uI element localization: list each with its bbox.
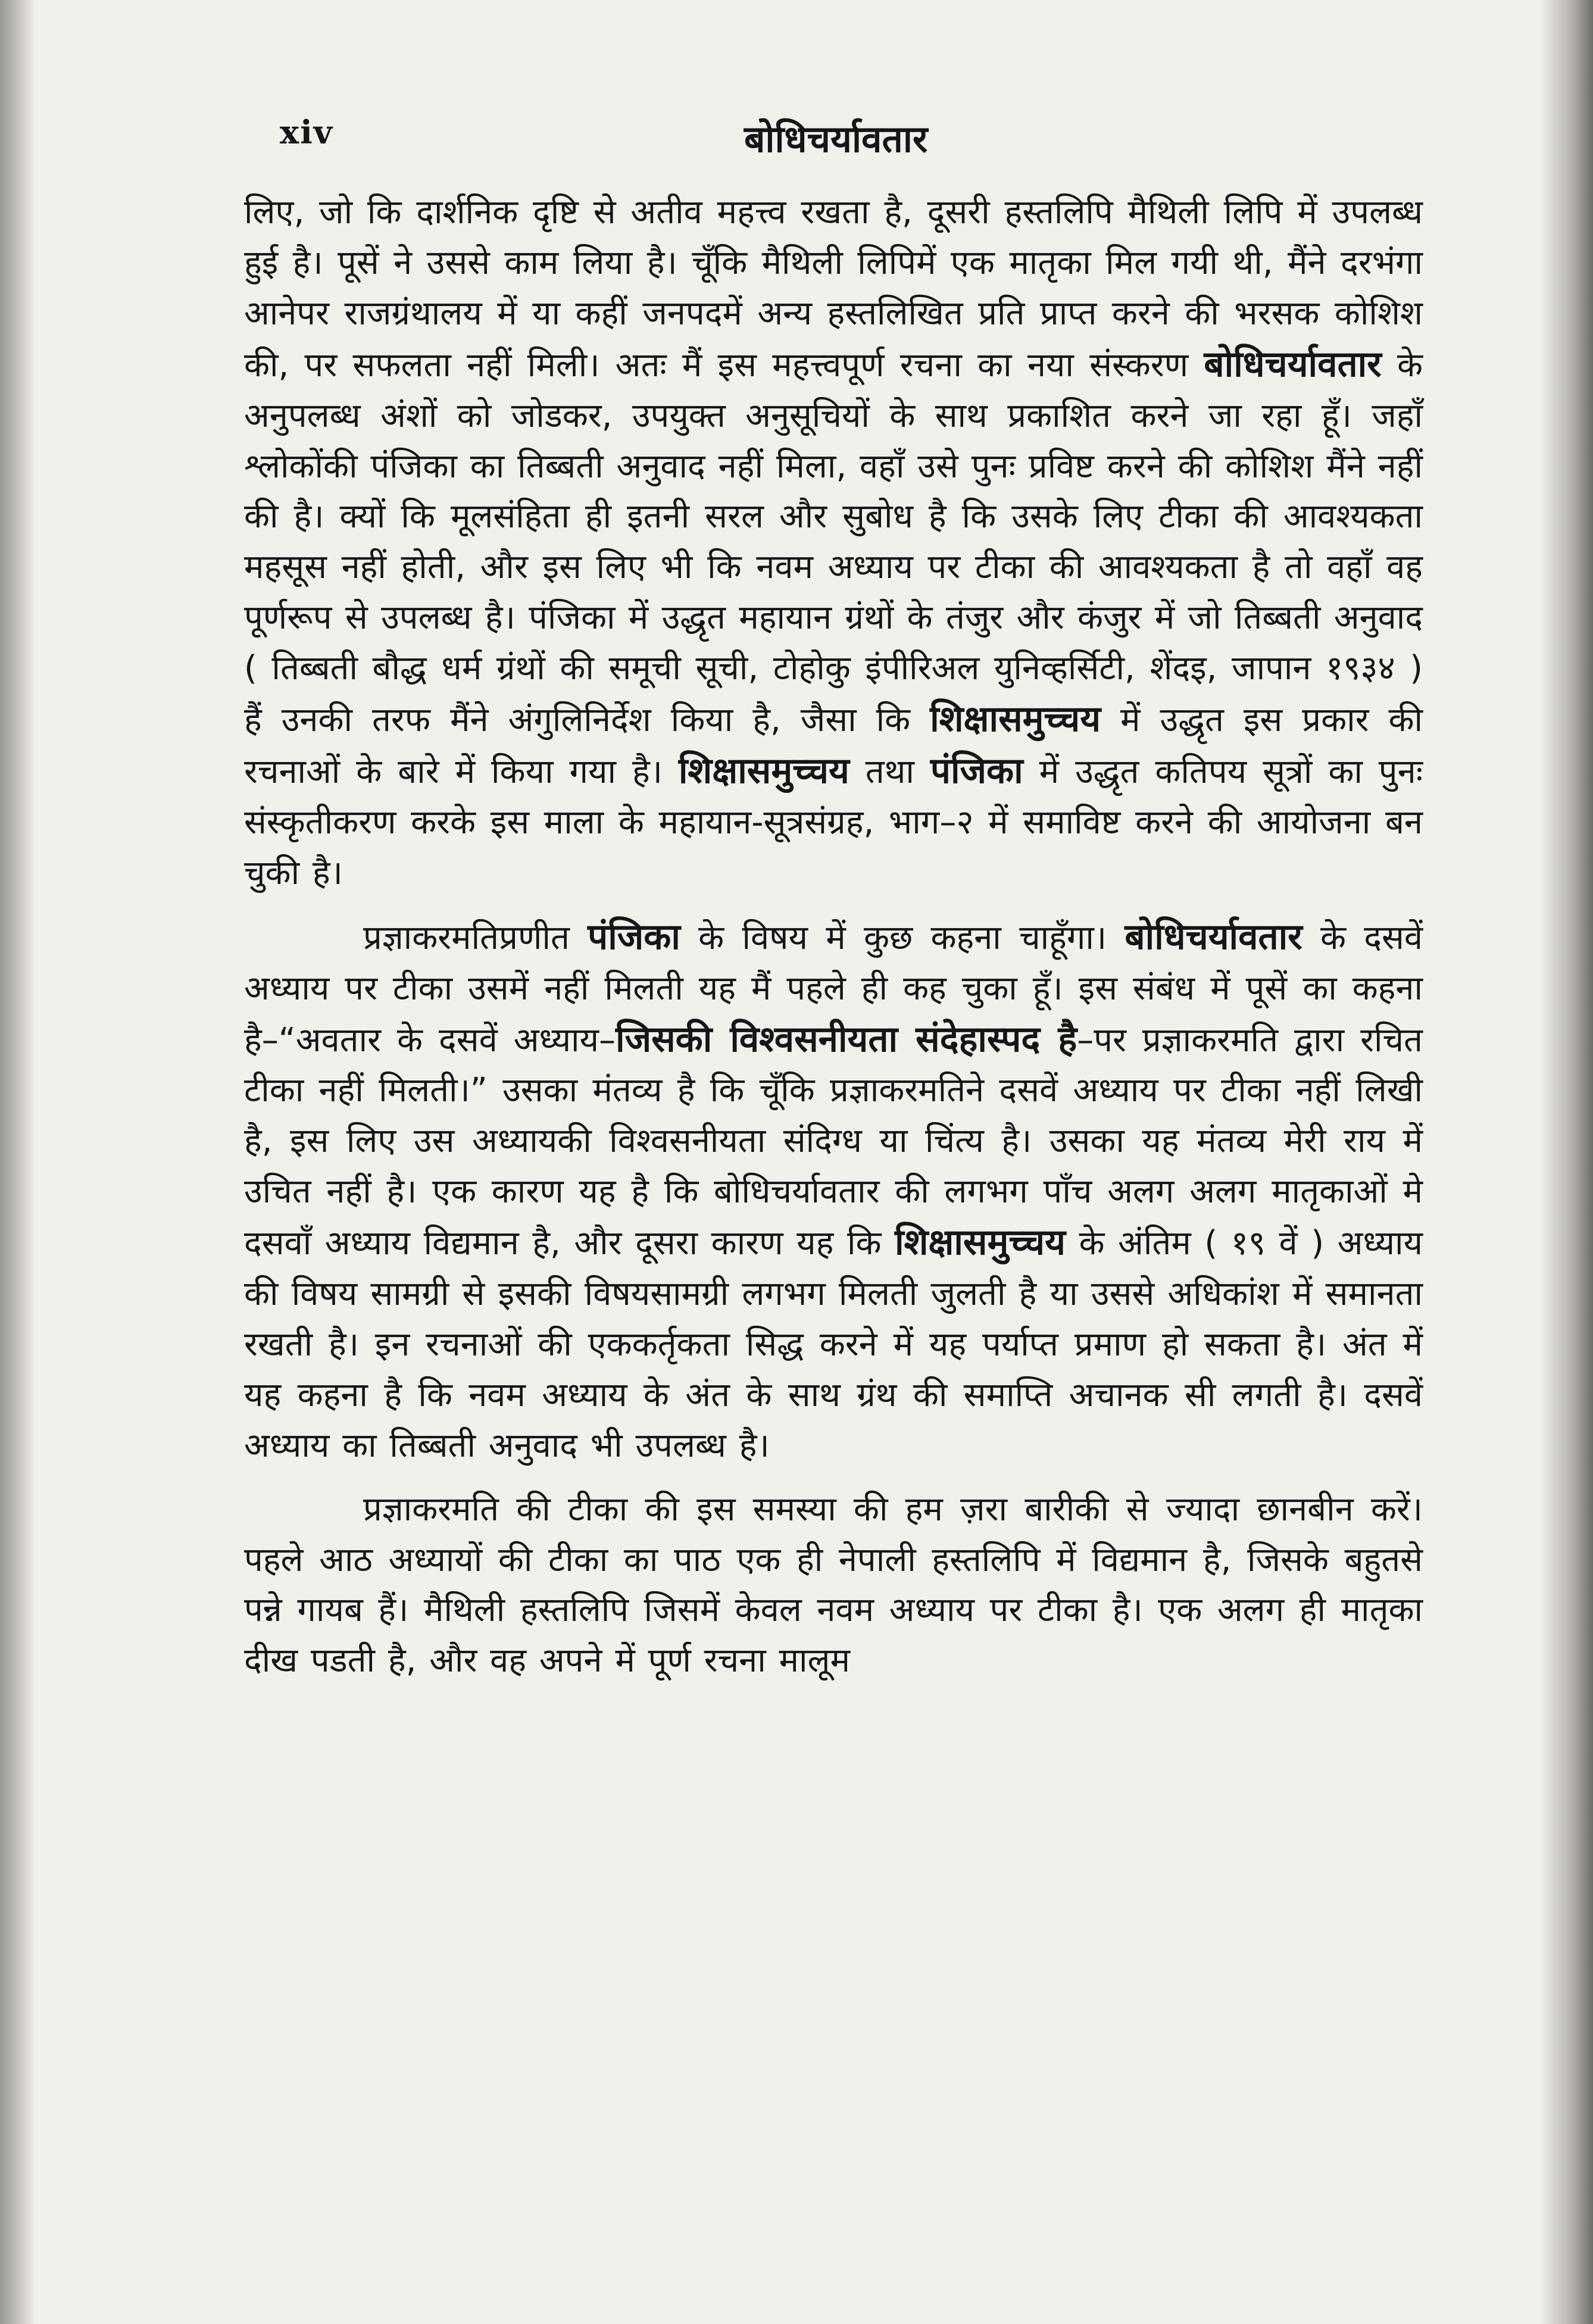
paragraph-3 [244, 1485, 1423, 1687]
text-segment: तथा [849, 752, 930, 791]
text-segment: के अनुपलब्ध अंशों को जोडकर, उपयुक्त अनुसूचियों के साथ प्रकाशित करने जा रहा हूँ। जहाँ श्लोकोंकी पंजिका का तिब्बती अनुवाद नहीं मिला, वहाँ उसे पुनः प्रविष्ट करने की कोशिश मैंने नहीं की है। क्यों कि मूलसंहिता ही इतनी सरल और सुबोध है कि उसके लिए टीका की आवश्यकता महसूस नहीं होती, और इस लिए भी कि नवम अध्याय पर टीका की आवश्यकता है तो वहाँ वह पूर्णरूप से उपलब्ध है। पंजिका में उद्धृत महायान ग्रंथों के तंजुर और कंजुर में जो तिब्बती अनुवाद ( तिब्बती बौद्ध धर्म ग्रंथों की समूची सूची, टोहोकु इंपीरिअल युनिव्हर्सिटी, शेंदइ, जापान १९३४ ) हैं उनकी तरफ मैंने अंगुलिनिर्देश किया है, जैसा कि [244, 345, 1423, 740]
running-title: बोधिचर्यावतार [744, 117, 928, 161]
body-text [244, 188, 1423, 1686]
bold-term: बोधिचर्यावतार [1125, 916, 1302, 958]
text-segment: –पर प्रज्ञाकरमति द्वारा रचित टीका नहीं मिलती।” उसका मंतव्य है कि चूँकि प्रज्ञाकरमतिने दसवें अध्याय पर टीका नहीं लिखी है, इस लिए उस अध्यायकी विश्वसनीयता संदिग्ध या चिंत्य है। उसका यह मंतव्य मेरी राय में उचित नहीं है। एक कारण यह है कि बोधिचर्यावतार की लगभग पाँच अलग अलग मातृकाओं मे दसवाँ अध्याय विद्यमान है, और दूसरा कारण यह कि [244, 1020, 1423, 1263]
text-segment: के विषय में कुछ कहना चाहूँगा। [680, 918, 1125, 957]
text-segment: के अंतिम ( १९ वें ) अध्याय की विषय सामग्री से इसकी विषयसामग्री लगभग मिलती जुलती है या उससे अधिकांश में समानता रखती है। इन रचनाओं की एककर्तृकता सिद्ध करने में यह पर्याप्त प्रमाण हो सकता है। अंत में यह कहना है कि नवम अध्याय के अंत के साथ ग्रंथ की समाप्ति अचानक सी लगती है। दसवें अध्याय का तिब्बती अनुवाद भी उपलब्ध है। [244, 1224, 1423, 1465]
bold-term: जिसकी विश्वसनीयता संदेहास्पद है [616, 1018, 1077, 1060]
bold-term: पंजिका [930, 749, 1023, 792]
text-segment: के दसवें अध्याय पर टीका उसमें नहीं मिलती यह मैं पहले ही कह चुका हूँ। इस संबंध में पूसें का कहना है–“अवतार के दसवें अध्याय– [244, 918, 1423, 1060]
paragraph-1 [244, 188, 1423, 899]
bold-term: पंजिका [588, 916, 680, 958]
text-segment: प्रज्ञाकरमतिप्रणीत [363, 918, 588, 957]
paragraph-2 [244, 912, 1423, 1472]
scan-shadow-right [1539, 0, 1593, 2324]
scan-shadow-left [0, 0, 36, 2324]
text-segment: लिए, जो कि दार्शनिक दृष्टि से अतीव महत्त्व रखता है, दूसरी हस्तलिपि मैथिली लिपि में उपलब्ध हुई है। पूसें ने उससे काम लिया है। चूँकि मैथिली लिपिमें एक मातृका मिल गयी थी, मैंने दरभंगा आनेपर राजग्रंथालय में या कहीं जनपदमें अन्य हस्तलिखित प्रति प्राप्त करने की भरसक कोशिश की, पर सफलता नहीं मिली। अतः मैं इस महत्त्वपूर्ण रचना का नया संस्करण [244, 193, 1423, 385]
text-segment: प्रज्ञाकरमति की टीका की इस समस्या की हम ज़रा बारीकी से ज्यादा छानबीन करें। पहले आठ अध्यायों की टीका का पाठ एक ही नेपाली हस्तलिपि में विद्यमान है, जिसके बहुतसे पन्ने गायब हैं। मैथिली हस्तलिपि जिसमें केवल नवम अध्याय पर टीका है। एक अलग ही मातृका दीख पडती है, और वह अपने में पूर्ण रचना मालूम [244, 1489, 1423, 1680]
bold-term: शिक्षासमुच्चय [930, 698, 1101, 741]
bold-term: शिक्षासमुच्चय [678, 749, 849, 792]
bold-term: बोधिचर्यावतार [1204, 343, 1382, 385]
bold-term: शिक्षासमुच्चय [895, 1222, 1066, 1264]
page-number: xiv [280, 113, 334, 151]
text-segment: में उद्धृत इस प्रकार की रचनाओं के बारे में किया गया है। [244, 701, 1423, 791]
page-header [280, 113, 1411, 179]
text-segment: में उद्धृत कतिपय सूत्रों का पुनः संस्कृतीकरण करके इस माला के महायान-सूत्रसंग्रह, भाग–२ में समाविष्ट करने की आयोजना बन चुकी है। [244, 752, 1423, 892]
